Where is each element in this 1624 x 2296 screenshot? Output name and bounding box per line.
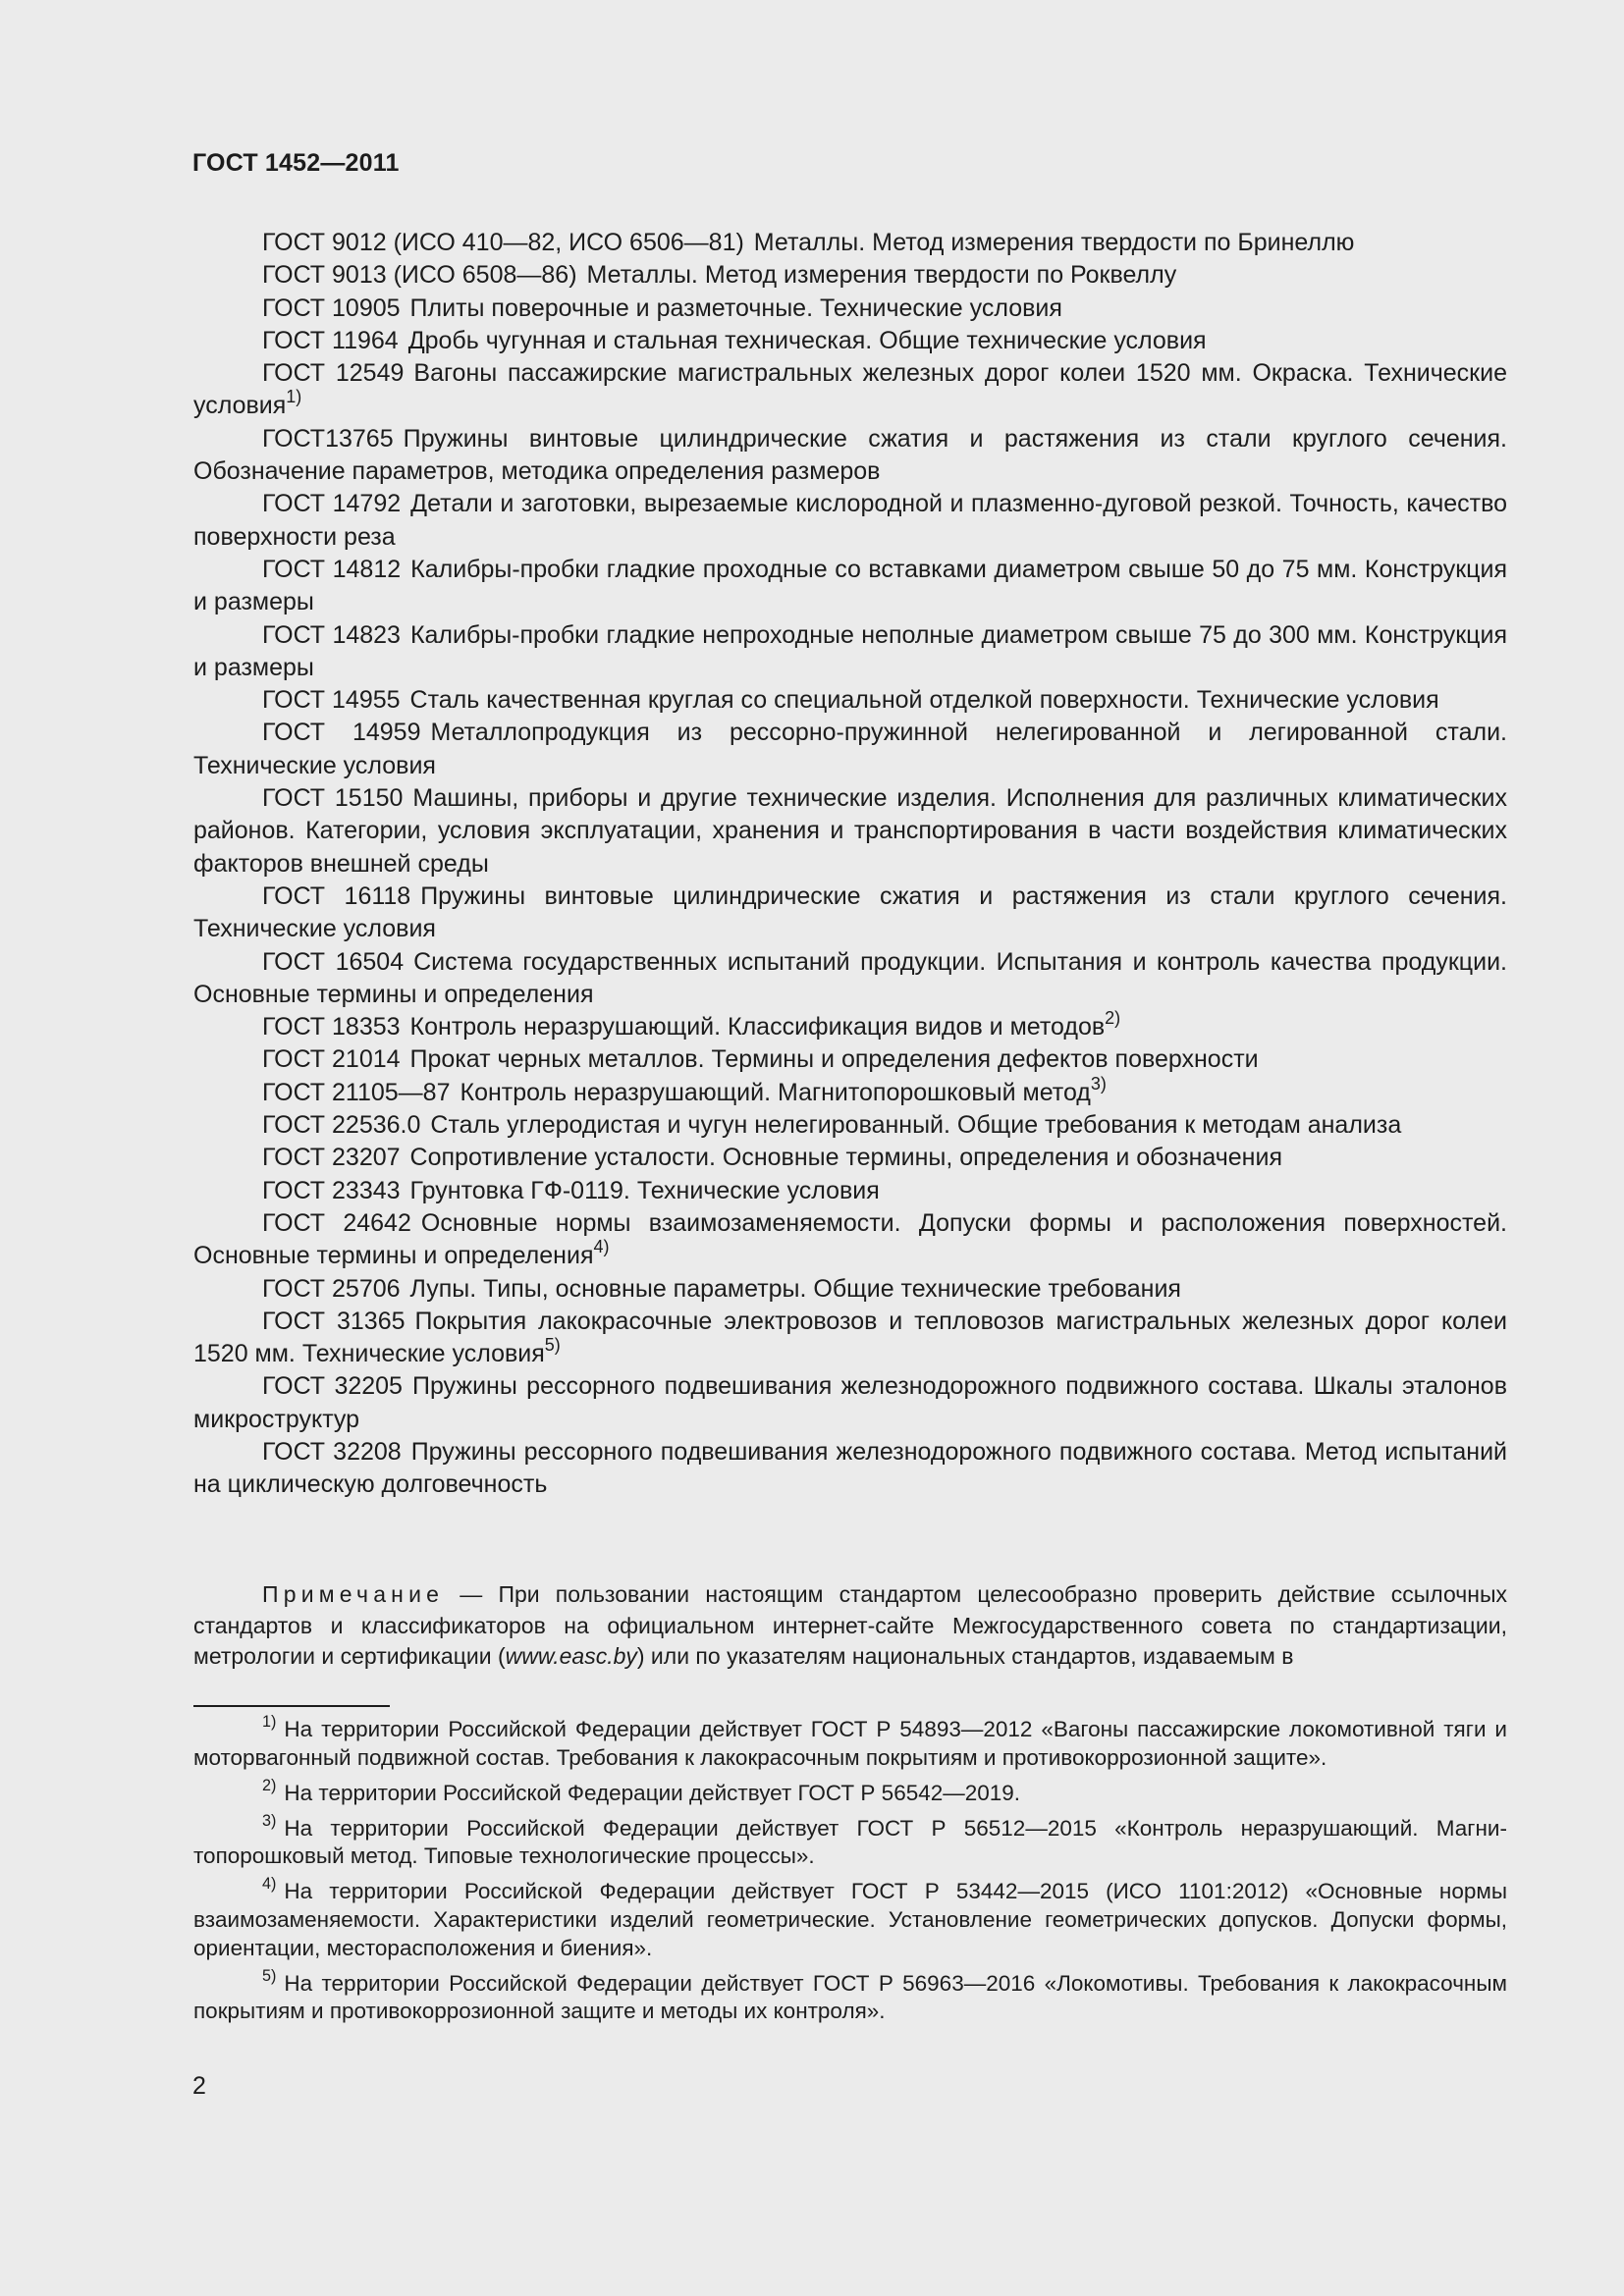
note-label: Примечание [262,1581,445,1607]
reference-code: ГОСТ 23207 [262,1144,401,1172]
footnote-ref: 3) [1090,1073,1107,1094]
reference-title: Пружины винтовые цилиндрические сжатия и растяжения из стали круглого сечения. Технические условия [193,881,1507,943]
footnote-ref: 2) [1105,1007,1121,1028]
reference-code: ГОСТ 32208 [262,1437,402,1466]
reference-title: Сталь качественная круглая со специальной отделкой поверхности. Технические условия [409,686,1439,715]
footnote-mark: 3) [262,1811,277,1830]
note-text-end: ) или по указателям национальных стандартов, издаваемым в [636,1643,1294,1669]
reference-title: Покрытия лакокрасочные электровозов и тепловозов магистральных железных дорог колеи 1520 мм. Технические условия [193,1307,1507,1368]
reference-code: ГОСТ 16118 [262,881,411,910]
reference-title: Основные нормы взаимозаменяемости. Допуски формы и расположения поверхностей. Основные термины и определения [193,1208,1507,1270]
reference-code: ГОСТ 21105—87 [262,1078,451,1106]
reference-item [193,423,1507,489]
reference-title: Сопротивление усталости. Основные термины, определения и обозначения [409,1144,1282,1172]
footnote-text: На территории Российской Федерации действует ГОСТ Р 53442—2015 (ИСО 1101:2012) «Основные нормы взаимозаменяемости. Характеристики изделий геометрические. Установление геометрических допусков. Допуски формы, ориентации, месторасположения и биения». [193,1879,1507,1960]
page-number: 2 [192,2072,206,2100]
reference-code: ГОСТ 14792 [262,490,402,518]
footnote [193,1811,1507,1871]
reference-code: ГОСТ 22536.0 [262,1111,421,1140]
reference-item [193,881,1507,946]
reference-item [193,717,1507,782]
reference-title: Дробь чугунная и стальная техническая. Общие технические условия [407,326,1207,354]
reference-title: Вагоны пассажирские магистральных железных дорог колеи 1520 мм. Окраска. Технические условия [193,359,1507,420]
reference-item [193,684,1507,717]
reference-title: Калибры-пробки гладкие непроходные неполные диаметром свыше 75 до 300 мм. Конструкция и размеры [193,620,1507,681]
footnote-divider [193,1705,390,1707]
note-url: www.easc.by [505,1643,637,1669]
reference-title: Металлы. Метод измерения твердости по Бринеллю [753,229,1355,256]
reference-item [193,1306,1507,1371]
footnote-ref: 4) [593,1237,610,1257]
reference-title: Прокат черных металлов. Термины и определения дефектов поверхности [409,1045,1259,1074]
reference-code: ГОСТ 23343 [262,1176,401,1204]
reference-item [193,554,1507,619]
reference-code: ГОСТ 16504 [262,947,405,976]
reference-title: Лупы. Типы, основные параметры. Общие технические требования [409,1274,1181,1303]
reference-code: ГОСТ 14812 [262,555,402,583]
reference-code: ГОСТ 14955 [262,686,401,715]
footnote-mark: 2) [262,1776,277,1794]
reference-item [193,325,1507,357]
reference-code: ГОСТ 10905 [262,294,401,322]
footnote-text: На территории Российской Федерации действует ГОСТ Р 54893—2012 «Вагоны пассажирские локомотивной тяги и моторвагонный подвижной состав. Требования к лакокрасочным покрытиям и противокоррозионной защите». [193,1717,1507,1770]
reference-title: Пружины винтовые цилиндрические сжатия и растяжения из стали круглого сечения. Обозначение параметров, методика определения размеров [193,424,1507,486]
reference-title: Металлы. Метод измерения твердости по Роквеллу [586,261,1177,290]
reference-title: Машины, приборы и другие технические изделия. Исполнения для различных климатических районов. Категории, условия эксплуатации, хранения и транспортирования в части воздействия климатических факторов внешней среды [193,784,1507,878]
reference-item [193,1073,1507,1109]
reference-code: ГОСТ 11964 [262,326,399,354]
reference-title: Пружины рессорного подвешивания железнодорожного подвижного состава. Шкалы эталонов микроструктур [193,1372,1507,1433]
reference-code: ГОСТ 21014 [262,1045,401,1074]
reference-item [193,946,1507,1012]
reference-title: Калибры-пробки гладкие проходные со вставками диаметром свыше 50 до 75 мм. Конструкция и размеры [193,555,1507,616]
reference-item [193,1207,1507,1273]
reference-item [193,357,1507,423]
reference-item [193,1142,1507,1174]
reference-title: Система государственных испытаний продукции. Испытания и контроль качества продукции. Основные термины и определения [193,947,1507,1008]
reference-title: Пружины рессорного подвешивания железнодорожного подвижного состава. Метод испытаний на циклическую долговечность [193,1437,1507,1499]
footnote [193,1776,1507,1808]
reference-code: ГОСТ 32205 [262,1372,403,1401]
normative-references-list [193,227,1507,1502]
reference-code: ГОСТ 24642 [262,1208,411,1237]
reference-title: Детали и заготовки, вырезаемые кислородной и плазменно-дуговой резкой. Точность, качество поверхности реза [193,490,1507,551]
footnote [193,1875,1507,1962]
footnote [193,1966,1507,2026]
reference-item [193,1175,1507,1207]
reference-code: ГОСТ 18353 [262,1013,401,1041]
reference-code: ГОСТ 14959 [262,719,421,747]
reference-item [193,259,1507,292]
reference-code: ГОСТ 12549 [262,359,405,388]
reference-item [193,619,1507,685]
footnote-ref: 1) [286,387,302,407]
reference-item [193,227,1507,259]
reference-title: Сталь углеродистая и чугун нелегированный. Общие требования к методам анализа [430,1111,1402,1140]
reference-code: ГОСТ 25706 [262,1274,401,1303]
reference-code: ГОСТ 15150 [262,784,404,813]
footnote-text: На территории Российской Федерации действует ГОСТ Р 56963—2016 «Локомотивы. Требования к лакокрасочным покрытиям и противокоррозионной защите и методы их контроля». [193,1970,1507,2024]
reference-title: Грунтовка ГФ-0119. Технические условия [409,1176,880,1204]
reference-title: Плиты поверочные и разметочные. Технические условия [409,294,1062,322]
reference-item [193,1109,1507,1142]
footnote-mark: 4) [262,1875,277,1894]
footnote-text: На территории Российской Федерации действует ГОСТ Р 56512—2015 «Контроль неразрушающий. Магнитопорошковый метод. Типовые технологические процессы». [193,1815,1507,1869]
reference-item [193,1436,1507,1502]
note-text: — При пользовании настоящим стандартом целесообразно проверить действие ссылочных стандартов и классификаторов на официальном интернет-сайте Межгосударственного совета по стандартизации, метрологии и сертификации ( [193,1581,1507,1669]
reference-title: Контроль неразрушающий. Магнитопорошковый метод [460,1078,1091,1106]
reference-title: Металлопродукция из рессорно-пружинной нелегированной и легированной стали. Технические условия [193,719,1507,779]
reference-item [193,293,1507,325]
footnote-text: На территории Российской Федерации действует ГОСТ Р 56542—2019. [284,1780,1021,1805]
reference-item [193,1043,1507,1076]
reference-item [193,1273,1507,1306]
reference-item [193,1007,1507,1043]
document-header: ГОСТ 1452—2011 [192,149,400,177]
note-paragraph [193,1579,1507,1673]
reference-code: ГОСТ 9013 (ИСО 6508—86) [262,261,577,290]
footnote [193,1712,1507,1772]
footnote-ref: 5) [544,1334,561,1355]
reference-code: ГОСТ13765 [262,424,394,453]
reference-code: ГОСТ 31365 [262,1307,406,1335]
footnote-mark: 1) [262,1712,277,1731]
reference-code: ГОСТ 9012 (ИСО 410—82, ИСО 6506—81) [262,229,744,256]
reference-code: ГОСТ 14823 [262,620,401,649]
reference-title: Контроль неразрушающий. Классификация видов и методов [409,1013,1106,1041]
reference-item [193,1370,1507,1436]
reference-item [193,488,1507,554]
footnote-mark: 5) [262,1966,277,1985]
reference-item [193,782,1507,881]
footnotes [193,1712,1507,2033]
